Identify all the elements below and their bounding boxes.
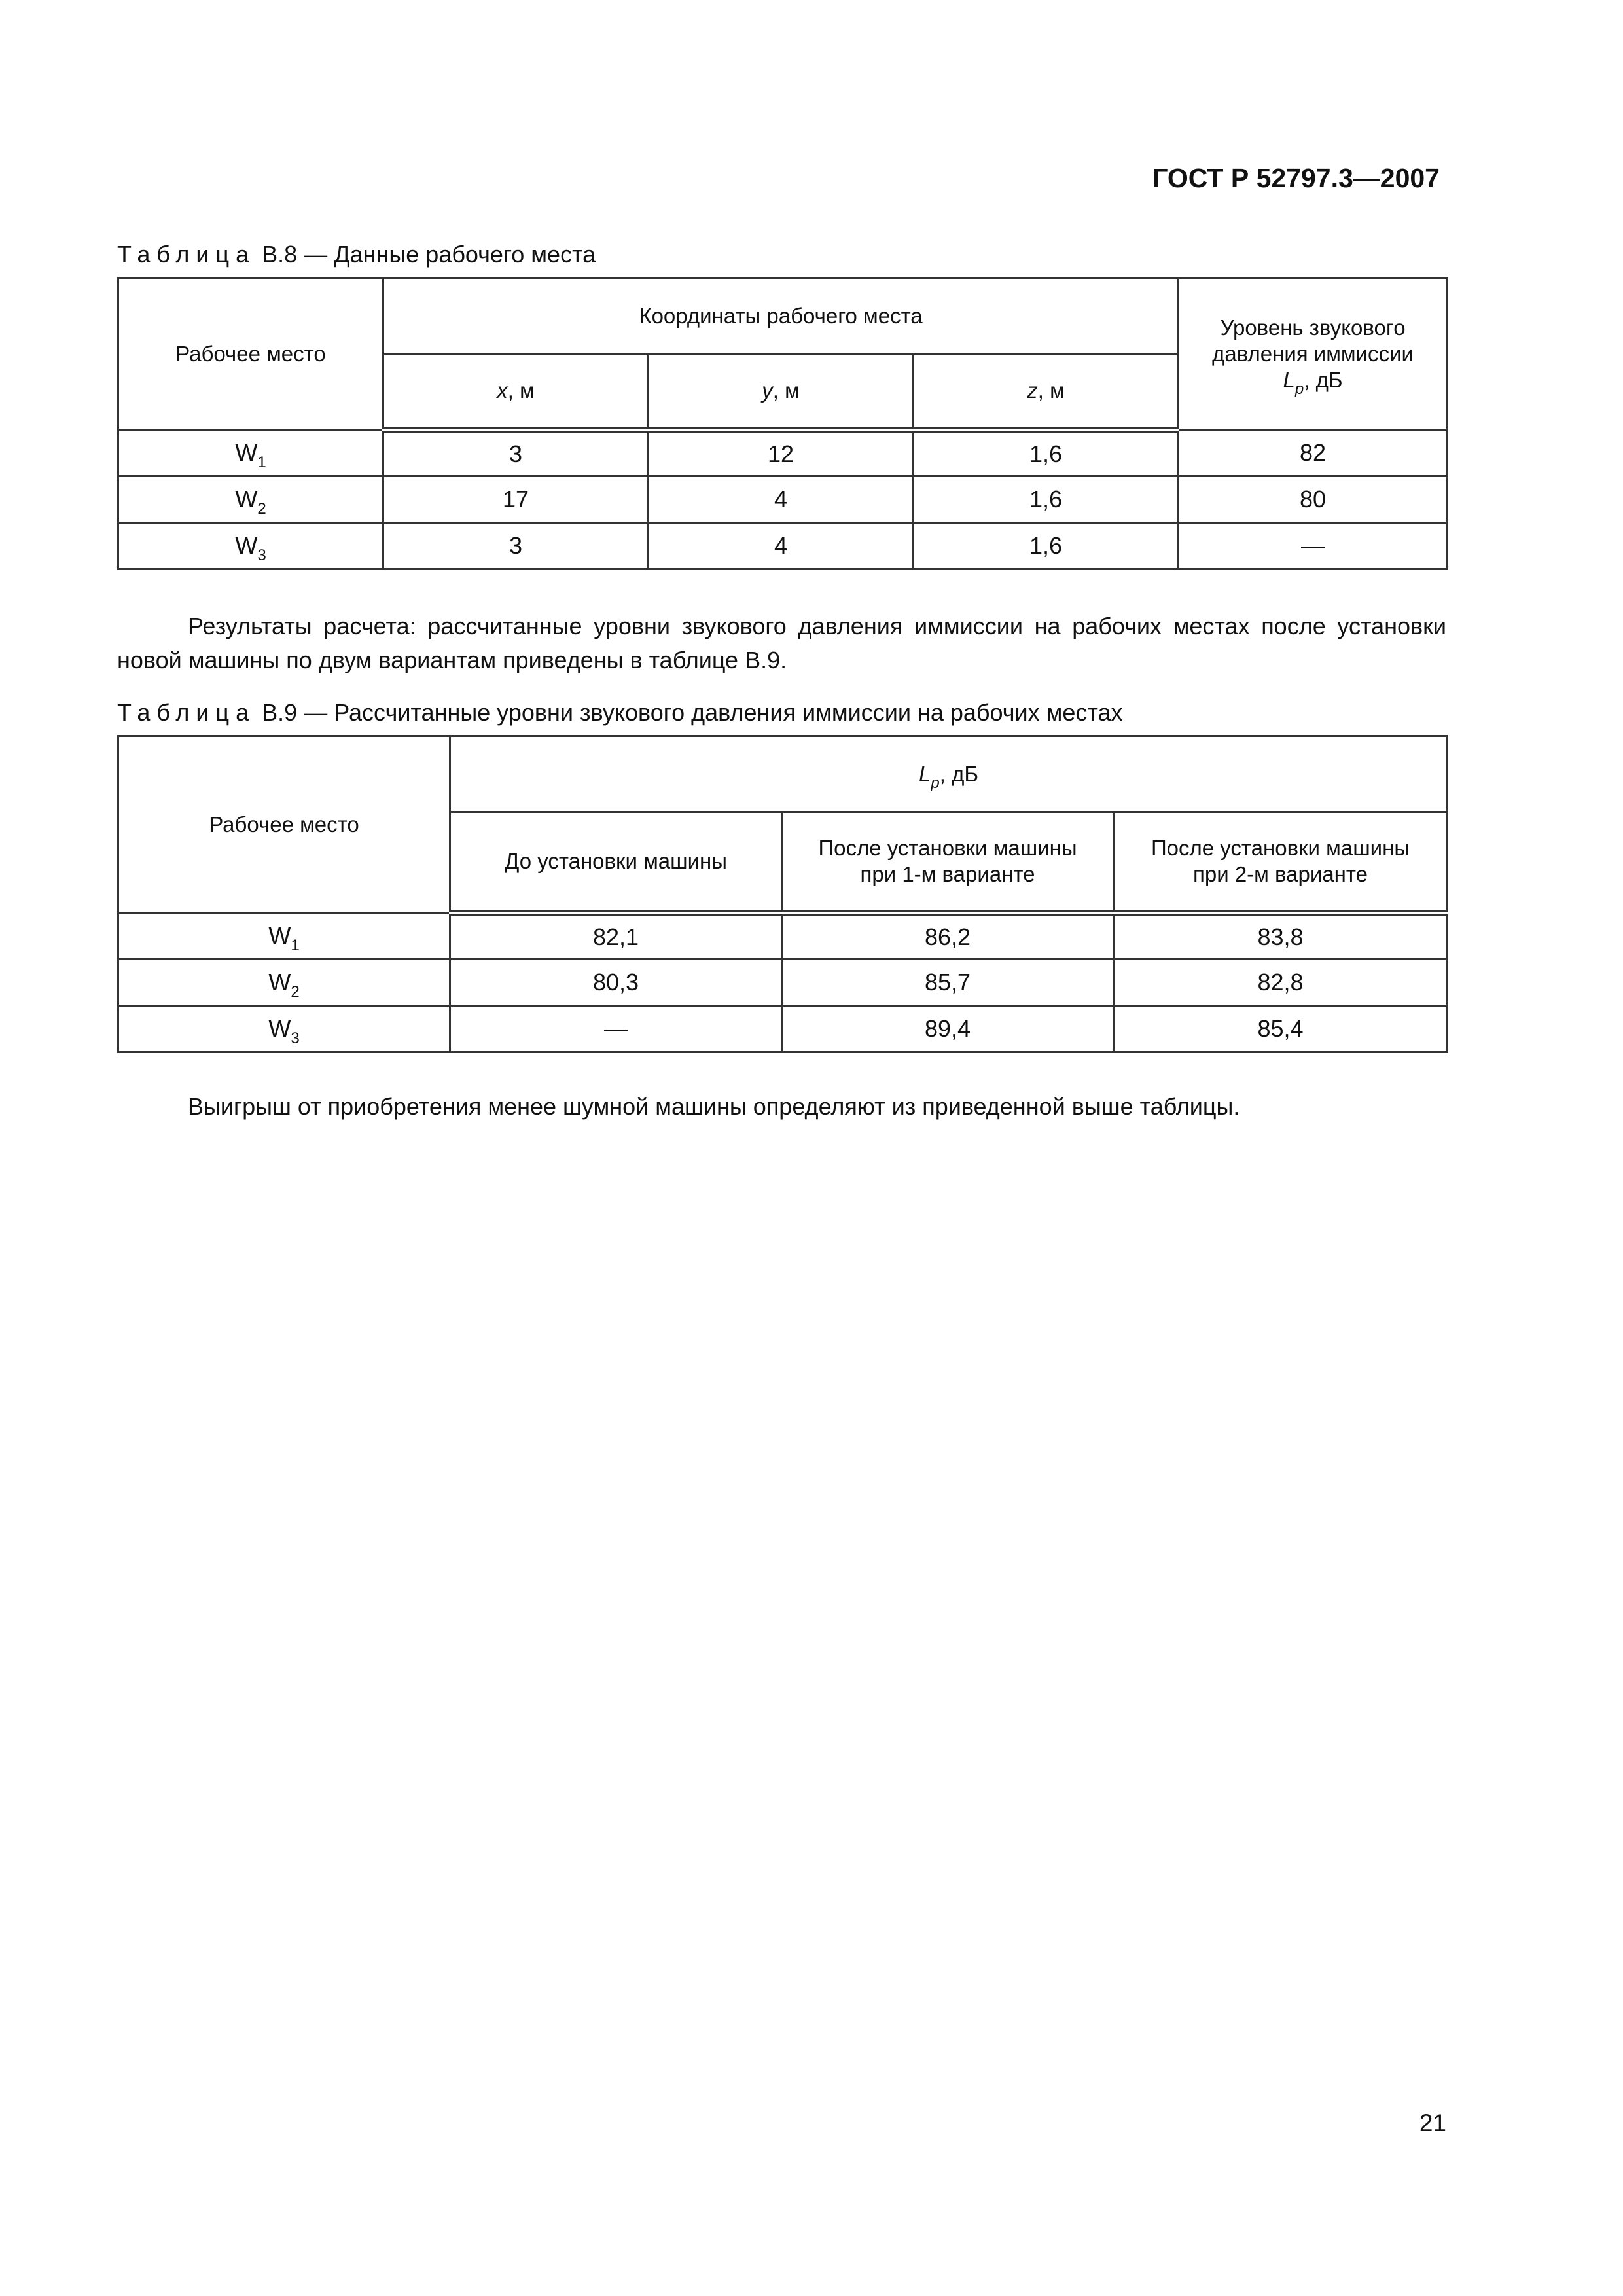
table-b9-header-after2	[1114, 812, 1448, 913]
table-b9-header-after1-line2: при 1-м варианте	[860, 862, 1035, 886]
table-b9-caption-word: Таблица	[117, 699, 256, 726]
table-b8-cell-y: 4	[649, 523, 914, 569]
table-row	[118, 523, 1448, 569]
table-b9-header-after1	[782, 812, 1114, 913]
place-letter: W	[235, 532, 258, 559]
table-b9-cell-place	[118, 1006, 450, 1052]
table-b9	[117, 735, 1448, 1053]
results-paragraph	[117, 609, 1446, 677]
place-index: 3	[257, 547, 266, 564]
place-index: 1	[257, 454, 266, 471]
place-letter: W	[235, 439, 258, 466]
table-b8-cell-place	[118, 430, 383, 476]
table-b9-header-lp-symbol: L	[919, 761, 931, 786]
place-index: 2	[291, 983, 300, 1001]
table-b8-caption	[117, 240, 596, 269]
page-number: 21	[1419, 2109, 1446, 2136]
table-b8-cell-y: 4	[649, 476, 914, 523]
table-b8-header-y-var: y	[762, 378, 773, 403]
table-b8-header-z	[914, 354, 1179, 430]
table-b8-caption-text: В.8 — Данные рабочего места	[262, 241, 596, 268]
table-b8-cell-place	[118, 523, 383, 569]
table-b8-header-x	[383, 354, 649, 430]
table-b9-header-before: До установки машины	[450, 812, 782, 913]
place-index: 1	[291, 937, 300, 954]
table-b8-cell-level: —	[1179, 523, 1448, 569]
table-b9-header-lp-unit: , дБ	[939, 761, 978, 786]
table-b9-header-after2-line1: После установки машины	[1150, 836, 1410, 860]
table-b8-cell-z: 1,6	[914, 476, 1179, 523]
table-b9-header-lp	[450, 736, 1448, 812]
conclusion-paragraph-text: Выигрыш от приобретения менее шумной машины определяют из приведенной выше таблицы.	[188, 1093, 1240, 1120]
table-row	[118, 913, 1448, 960]
table-b8-header-coords: Координаты рабочего места	[383, 278, 1179, 354]
table-row	[118, 430, 1448, 476]
table-b9-cell-before: 80,3	[450, 960, 782, 1006]
table-b8-header-level-symbol: L	[1283, 367, 1295, 392]
table-b8-cell-y: 12	[649, 430, 914, 476]
table-b8-header-level-line1: Уровень звукового	[1220, 315, 1406, 340]
table-b8-cell-z: 1,6	[914, 523, 1179, 569]
table-b9-cell-after1: 86,2	[782, 913, 1114, 960]
table-b8-header-level-line2: давления иммиссии	[1212, 341, 1414, 366]
results-paragraph-text: Результаты расчета: рассчитанные уровни звукового давления иммиссии на рабочих местах после установки новой машины по двум вариантам приведены в таблице В.9.	[117, 613, 1446, 673]
table-b9-cell-after2: 83,8	[1114, 913, 1448, 960]
table-b9-header-after1-line1: После установки машины	[818, 836, 1077, 860]
table-b9-cell-after2: 82,8	[1114, 960, 1448, 1006]
table-b9-cell-after2: 85,4	[1114, 1006, 1448, 1052]
table-b9-cell-place	[118, 960, 450, 1006]
table-b9-caption-text: В.9 — Рассчитанные уровни звукового давления иммиссии на рабочих местах	[262, 699, 1123, 726]
table-b8-caption-word: Таблица	[117, 241, 256, 268]
table-b8-header-z-unit: , м	[1037, 378, 1065, 403]
place-letter: W	[235, 486, 258, 512]
table-b8-header-place: Рабочее место	[118, 278, 383, 430]
place-letter: W	[268, 969, 291, 996]
table-b9-cell-after1: 89,4	[782, 1006, 1114, 1052]
table-b8-header-x-var: x	[497, 378, 508, 403]
table-b8-header-level-unit: , дБ	[1304, 367, 1343, 392]
place-index: 2	[257, 500, 266, 518]
table-b8-cell-level: 82	[1179, 430, 1448, 476]
table-b8-cell-place	[118, 476, 383, 523]
table-b9-cell-place	[118, 913, 450, 960]
table-b9-caption	[117, 698, 1122, 727]
place-index: 3	[291, 1030, 300, 1047]
table-b8-header-x-unit: , м	[507, 378, 535, 403]
place-letter: W	[268, 922, 291, 949]
table-b8-header-z-var: z	[1027, 378, 1038, 403]
table-b9-header-after2-line2: при 2-м варианте	[1193, 862, 1368, 886]
table-b8-header-level	[1179, 278, 1448, 430]
table-b9-cell-before: 82,1	[450, 913, 782, 960]
table-b8	[117, 277, 1448, 570]
table-b8-cell-x: 3	[383, 523, 649, 569]
document-code: ГОСТ Р 52797.3—2007	[1152, 163, 1440, 193]
place-letter: W	[268, 1015, 291, 1042]
table-b8-header-level-sub: p	[1294, 380, 1304, 398]
table-b8-cell-z: 1,6	[914, 430, 1179, 476]
table-row	[118, 1006, 1448, 1052]
table-b8-cell-x: 3	[383, 430, 649, 476]
table-b8-header-y	[649, 354, 914, 430]
table-b9-cell-before: —	[450, 1006, 782, 1052]
table-row	[118, 960, 1448, 1006]
table-b8-cell-level: 80	[1179, 476, 1448, 523]
table-b8-cell-x: 17	[383, 476, 649, 523]
table-b9-cell-after1: 85,7	[782, 960, 1114, 1006]
table-b9-header-lp-sub: p	[931, 774, 940, 792]
conclusion-paragraph	[117, 1090, 1446, 1124]
table-b9-header-place: Рабочее место	[118, 736, 450, 913]
table-b8-header-y-unit: , м	[772, 378, 800, 403]
table-row	[118, 476, 1448, 523]
